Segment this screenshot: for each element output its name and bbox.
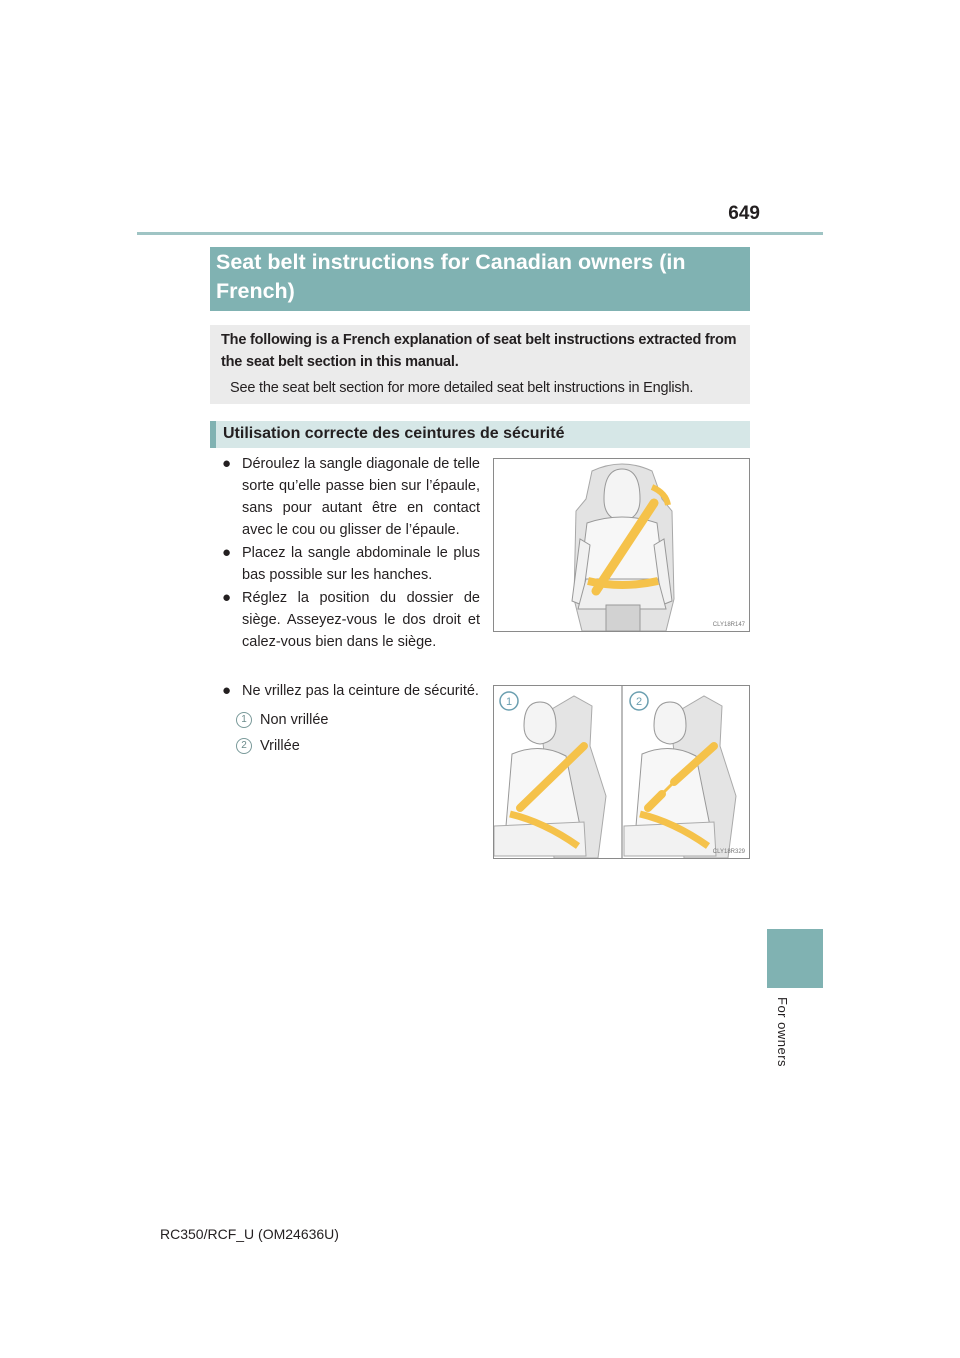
seated-person-illustration [494,459,749,631]
list-item [222,587,480,653]
figure-code: CLY18R147 [712,622,745,628]
footer-model: RC350/RCF_U (OM24636U) [160,1226,339,1242]
section-title: Seat belt instructions for Canadian owners (in French) [210,247,750,311]
list-item [222,542,480,586]
legend-item-2 [222,733,480,759]
legend-number: 2 [236,738,252,754]
bullet-list [222,453,480,654]
list-item [222,453,480,541]
list-item [222,680,480,702]
legend-label: Vrillée [260,738,300,754]
legend-number: 1 [236,712,252,728]
bullet-icon: ● [222,544,232,561]
figure-label-1: 1 [505,696,513,708]
subsection-title: Utilisation correcte des ceintures de sécurité [210,421,750,448]
bullet-icon: ● [222,682,232,699]
bullet-text: Déroulez la sangle diagonale de telle sorte qu’elle passe bien sur l’épaule, sans pour autant être en contact avec le cou ou glisser de l’épaule. [242,456,480,538]
reference-note: See the seat belt section for more detailed seat belt instructions in English. [230,380,694,396]
bullet-text: Placez la sangle abdominale le plus bas possible sur les hanches. [242,545,480,583]
legend-item-1 [222,707,480,733]
bullet-text: Réglez la position du dossier de siège. Asseyez-vous le dos droit et calez-vous bien dans le siège. [242,590,480,650]
seatbelt-figure-2 [493,685,750,859]
bullet-icon: ● [222,589,232,606]
side-tab [767,929,823,988]
header-rule [137,232,823,235]
bullet-icon: ● [222,455,232,472]
seatbelt-figure-1 [493,458,750,632]
intro-box [210,325,750,404]
page-number: 649 [728,203,760,224]
figure-code: CLY18R329 [712,849,745,855]
intro-text: The following is a French explanation of seat belt instructions extracted from the seat belt section in this manual. [221,332,737,370]
figure-label-2: 2 [635,696,643,708]
belt-twist-comparison-illustration [494,686,749,858]
bullet-text: Ne vrillez pas la ceinture de sécurité. [242,683,479,699]
side-tab-label: For owners [775,997,790,1068]
legend-label: Non vrillée [260,712,329,728]
twist-section [222,680,480,759]
